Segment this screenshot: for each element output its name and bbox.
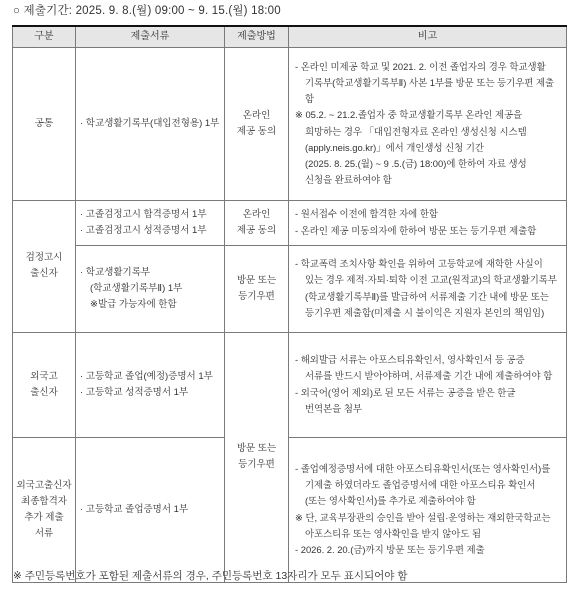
table-header-row	[13, 26, 567, 47]
method-ged-online: 온라인 제공 동의	[225, 200, 289, 245]
method-ged-mail: 방문 또는 등기우편	[225, 245, 289, 332]
submission-period: ○ 제출기간: 2025. 9. 8.(월) 09:00 ~ 9. 15.(월) 18:00	[13, 5, 281, 17]
docs-ged-certificates: · 고졸검정고시 합격증명서 1부 · 고졸검정고시 성적증명서 1부	[76, 200, 225, 245]
notes-common: - 온라인 미제공 학교 및 2021. 2. 이전 졸업자의 경우 학교생활 기록부(학교생활기록부Ⅱ) 사본 1부를 방문 또는 등기우편 제출함 ※ 05.2. ~ 21.2.졸업자 중 학교생활기록부 온라인 제공을 희망하는 경우 「대입전형자료 온라인 생성신청 시스템 (apply.neis.go.kr)」에서 개인생성 신청 기간 (2025. 8. 25.(월) ~ 9 .5.(금) 18:00)에 한하여 자료 생성 신청을 완료하여야 함	[289, 47, 567, 200]
table-row-common	[13, 47, 567, 200]
category-final: 외국고출신자 최종합격자 추가 제출 서류	[13, 437, 76, 582]
table-row-final	[13, 437, 567, 582]
method-foreign: 방문 또는 등기우편	[225, 332, 289, 582]
table-row-ged-1	[13, 200, 567, 245]
category-foreign: 외국고 출신자	[13, 332, 76, 437]
table-row-foreign	[13, 332, 567, 437]
category-ged: 검정고시 출신자	[13, 200, 76, 332]
notes-foreign: - 해외발급 서류는 아포스티유확인서, 영사확인서 등 공증 서류를 반드시 받아야하며, 서류제출 기간 내에 제출하여야 함 - 외국어(영어 제외)로 된 모든 서류는 공증을 받은 한글 번역본을 첨부	[289, 332, 567, 437]
doc-common: · 학교생활기록부(대입전형용) 1부	[76, 47, 225, 200]
method-common: 온라인 제공 동의	[225, 47, 289, 200]
notes-final: - 졸업예정증명서에 대한 아포스티유확인서(또는 영사확인서)를 기제출 하였더라도 졸업증명서에 대한 아포스티유 확인서 (또는 영사확인서)를 추가로 제출하여야 함 ※ 단, 교육부장관의 승인을 받아 설립·운영하는 재외한국학교는 아포스티유 또는 영사확인을 받지 않아도 됨 - 2026. 2. 20.(금)까지 방문 또는 등기우편 제출	[289, 437, 567, 582]
table-row-ged-2	[13, 245, 567, 332]
header-documents: 제출서류	[76, 26, 225, 47]
header-category: 구분	[13, 26, 76, 47]
docs-ged-record: · 학교생활기록부 (학교생활기록부Ⅱ) 1부 ※발급 가능자에 한함	[76, 245, 225, 332]
notes-ged-online: - 원서접수 이전에 합격한 자에 한함 - 온라인 제공 미동의자에 한하여 방문 또는 등기우편 제출함	[289, 200, 567, 245]
footnote: ※ 주민등록번호가 포함된 제출서류의 경우, 주민등록번호 13자리가 모두 표시되어야 함	[13, 570, 408, 582]
category-common: 공통	[13, 47, 76, 200]
header-method: 제출방법	[225, 26, 289, 47]
document-table	[12, 25, 567, 583]
doc-final: · 고등학교 졸업증명서 1부	[76, 437, 225, 582]
header-notes: 비고	[289, 26, 567, 47]
docs-foreign: · 고등학교 졸업(예정)증명서 1부 · 고등학교 성적증명서 1부	[76, 332, 225, 437]
notes-ged-record: - 학교폭력 조치사항 확인을 위하여 고등학교에 재학한 사실이 있는 경우 제적·자퇴·퇴학 이전 고교(원적교)의 학교생활기록부 (학교생활기록부Ⅱ)를 발급하여 서류제출 기간 내에 방문 또는 등기우편 제출함(미제출 시 불이익은 지원자 본인의 책임임)	[289, 245, 567, 332]
